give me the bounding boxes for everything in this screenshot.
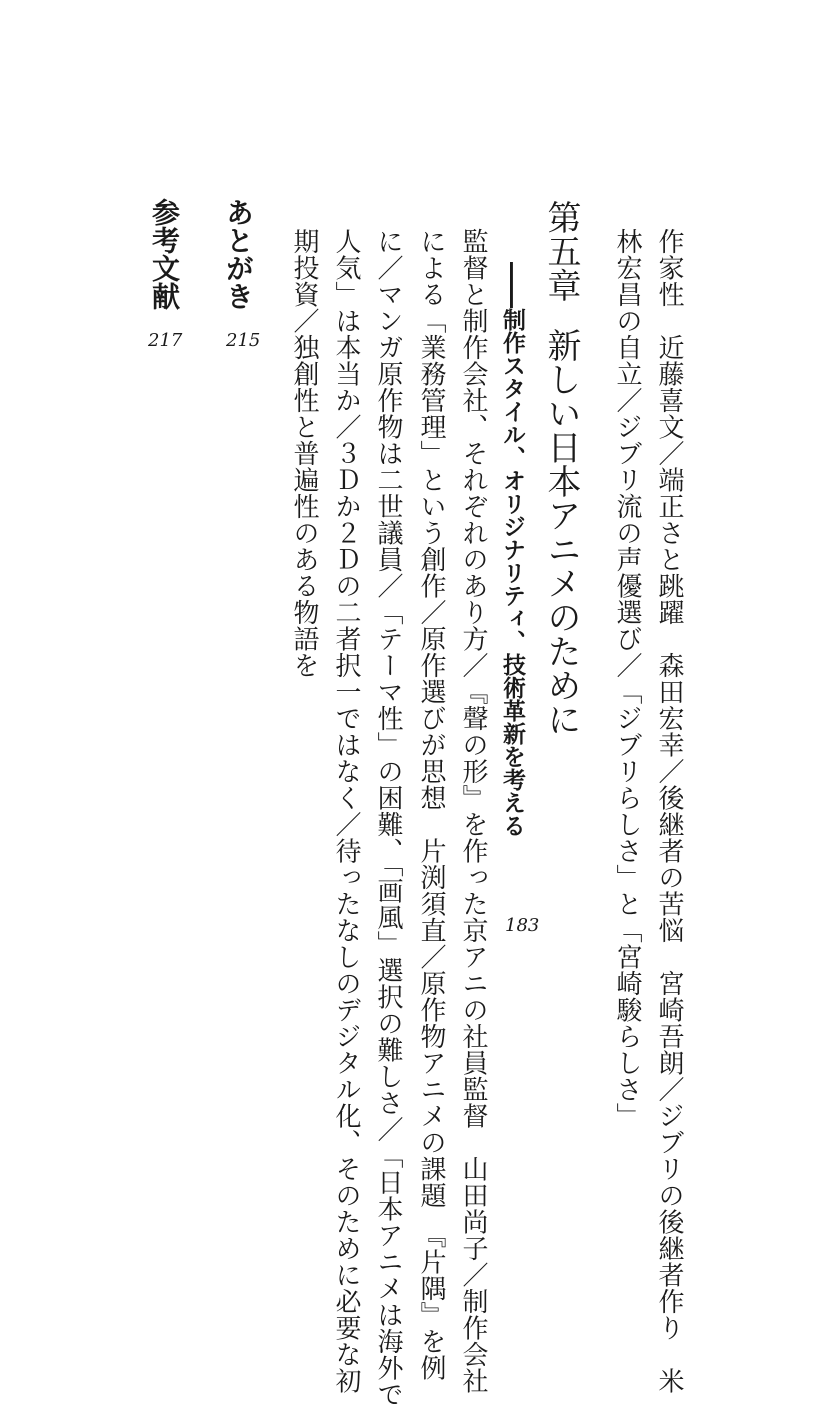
toc-entry-line: による「業務管理」という創作／原作選びが思想 片渕須直／原作物アニメの課題 『片隅』を例	[416, 228, 446, 1381]
toc-entry-line: に／マンガ原作物は二世議員／「テーマ性」の困難、「画風」選択の難しさ／「日本アニメは海外で	[373, 228, 403, 1408]
toc-entry-line: 監督と制作会社、それぞれのあり方／『聲の形』を作った京アニの社員監督 山田尚子／制作会社	[458, 228, 488, 1394]
toc-entry-line: 期投資／独創性と普遍性のある物語を	[289, 228, 319, 679]
afterword-page-number: 215	[226, 330, 261, 351]
toc-entry-line: 作家性 近藤喜文／端正さと跳躍 森田宏幸／後継者の苦悩 宮崎吾朗／ジブリの後継者作り 米	[654, 228, 684, 1394]
toc-entry-line: 林宏昌の自立／ジブリ流の声優選び／「ジブリらしさ」と「宮崎駿らしさ」	[612, 228, 642, 1129]
references-heading: 参考文献	[148, 198, 181, 310]
chapter-heading	[541, 200, 581, 736]
chapter-page-number: 183	[505, 915, 540, 936]
chapter-title: 新しい日本アニメのために	[541, 328, 581, 736]
chapter-number: 第五章	[541, 200, 581, 302]
chapter-subtitle: ――制作スタイル、オリジナリティ、技術革新を考える	[499, 262, 525, 837]
references-page-number: 217	[148, 330, 183, 351]
toc-entry-line: 人気」は本当か／３Ｄか２Ｄの二者択一ではなく／待ったなしのデジタル化、そのために必要な初	[331, 228, 361, 1394]
afterword-heading: あとがき	[222, 198, 255, 310]
